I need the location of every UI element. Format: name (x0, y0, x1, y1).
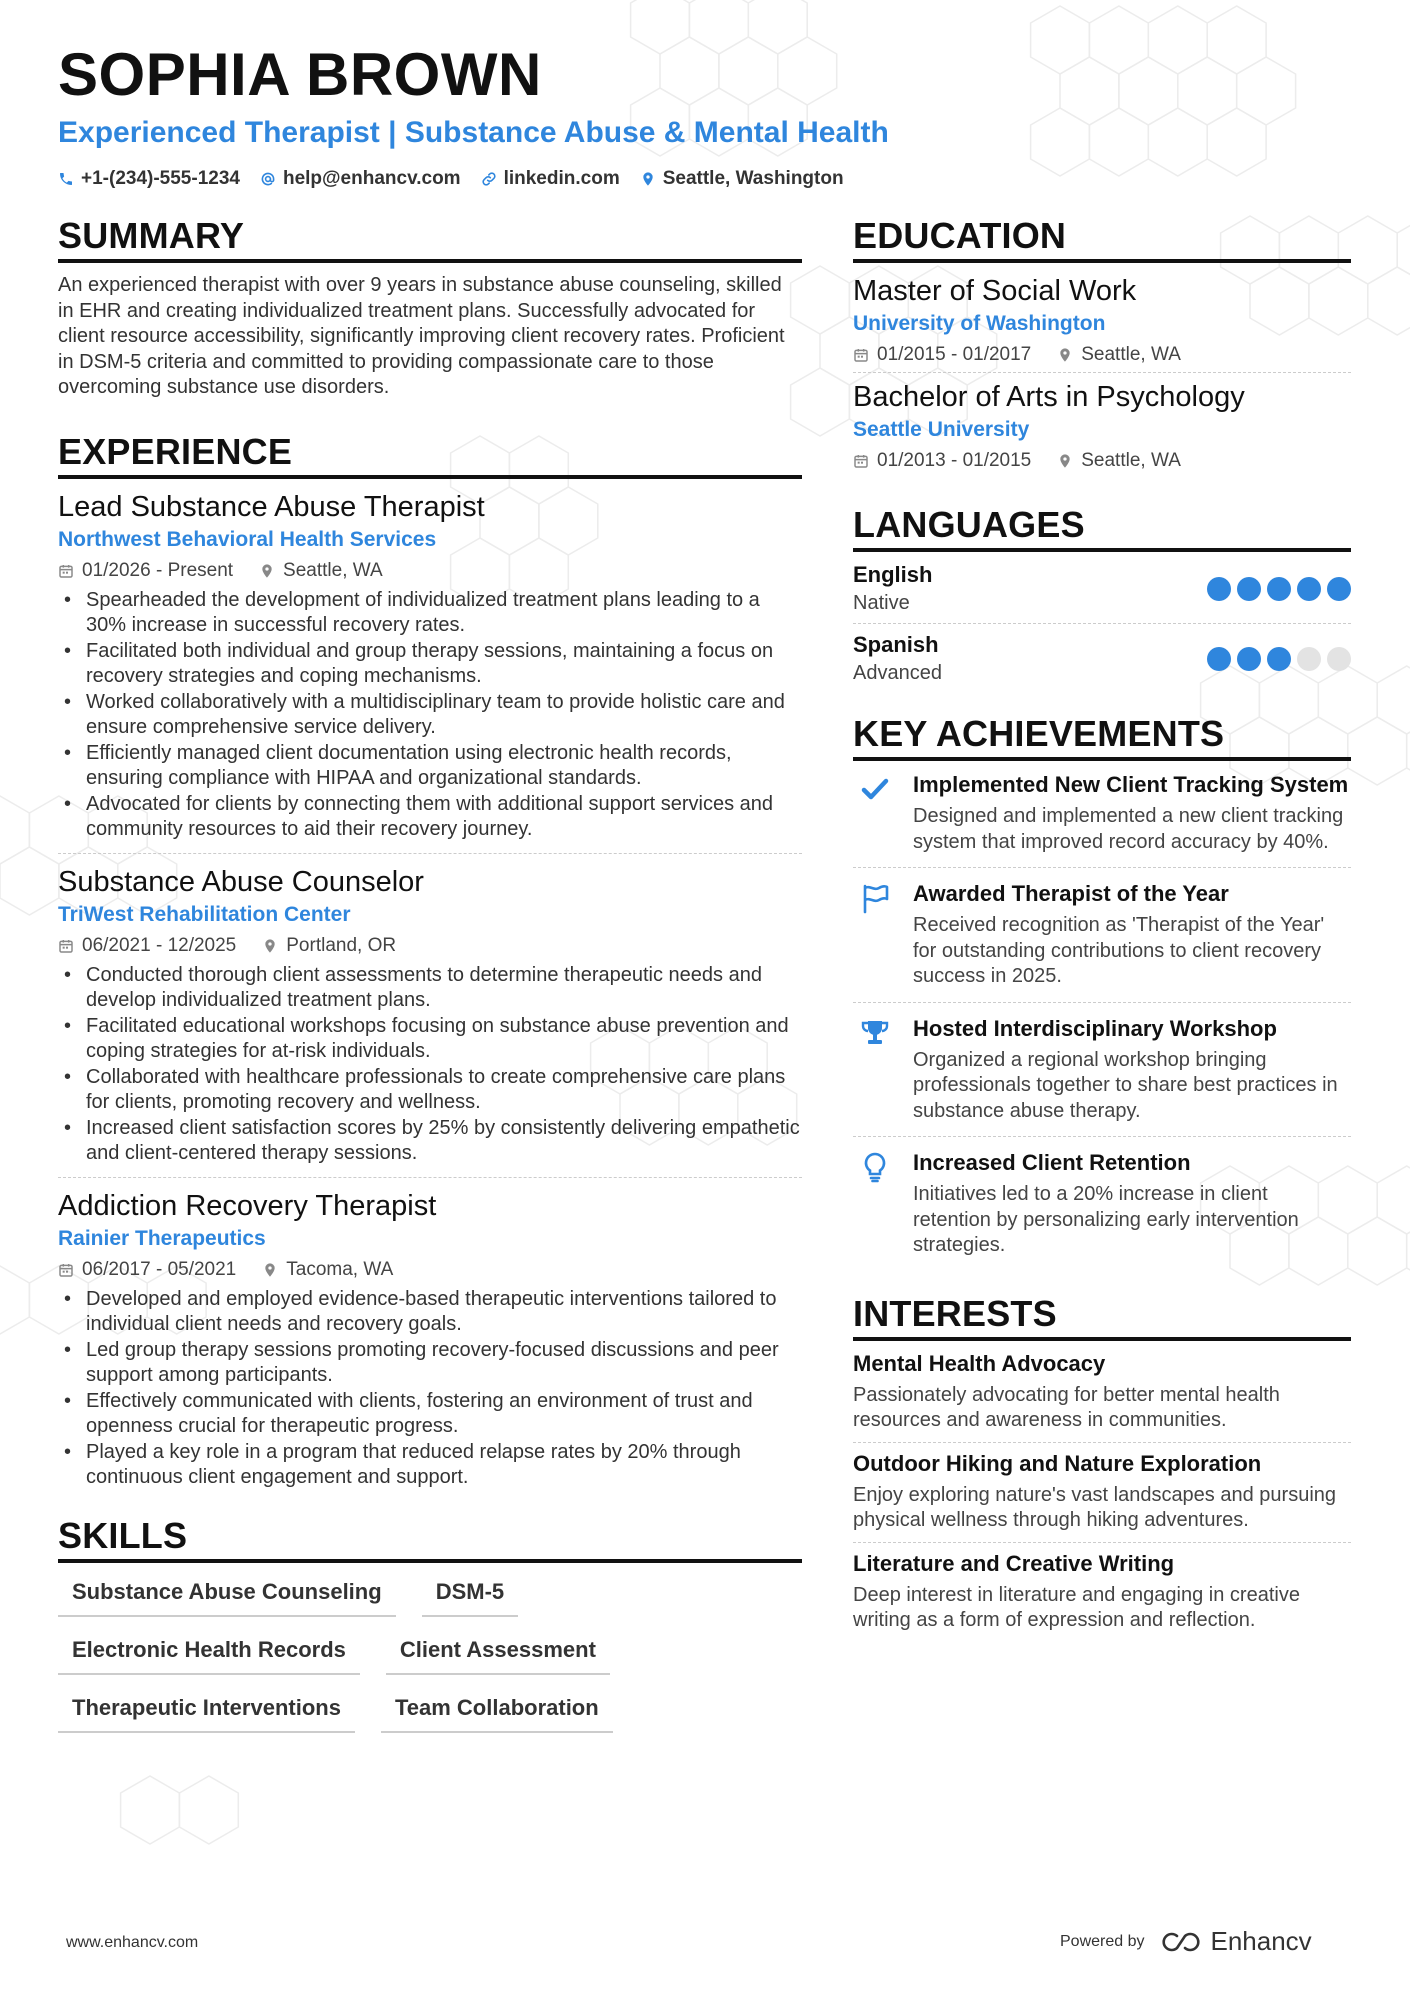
job-bullet: • Developed and employed evidence-based therapeutic interventions tailored to individual client needs and recovery goals. (58, 1287, 802, 1338)
education-degree: Bachelor of Arts in Psychology (853, 381, 1245, 413)
summary-heading: SUMMARY (58, 215, 802, 263)
skill-tag: DSM-5 (422, 1573, 518, 1617)
hexagon-shape (1148, 108, 1207, 176)
hexagon-shape (1060, 57, 1119, 125)
job-location-text: Seattle, WA (283, 559, 383, 581)
achievement-description: Received recognition as 'Therapist of the Year' for outstanding contributions to client recovery success in 2025. (913, 914, 1325, 987)
calendar-icon (58, 1262, 74, 1278)
job-title: Substance Abuse Counselor (58, 865, 424, 898)
job-bullet: • Spearheaded the development of individualized treatment plans leading to a 30% increase in successful recovery rates. (58, 588, 802, 639)
job-location-text: Tacoma, WA (286, 1258, 394, 1280)
job-meta (58, 935, 802, 957)
interest-entry (853, 1551, 1351, 1642)
rating-dot-filled (1237, 577, 1261, 601)
interest-title: Mental Health Advocacy (853, 1350, 1106, 1376)
language-name: Spanish (853, 632, 939, 657)
job-bullets (58, 963, 802, 1167)
achievement-description: Initiatives led to a 20% increase in client retention by personalizing early intervention strategies. (913, 1183, 1299, 1256)
interest-description: Passionately advocating for better mental health resources and awareness in communities. (853, 1383, 1280, 1431)
hexagon-shape (1348, 717, 1407, 785)
experience-heading: EXPERIENCE (58, 431, 802, 479)
language-level: Advanced (853, 662, 942, 684)
contact-email[interactable] (260, 168, 461, 190)
contact-location (640, 168, 844, 190)
hexagon-shape (660, 37, 719, 105)
job-bullet: • Played a key role in a program that reduced relapse rates by 20% through continuous client engagement and support. (58, 1440, 802, 1491)
hexagon-shape (1031, 108, 1090, 176)
rating-dot-filled (1267, 647, 1291, 671)
skill-tag: Electronic Health Records (58, 1631, 360, 1675)
experience-entry (58, 1188, 802, 1501)
job-bullet: • Efficiently managed client documentation using electronic health records, ensuring compliance with HIPAA and organizational standards. (58, 741, 802, 792)
language-rating (1207, 647, 1351, 671)
location-pin-icon (1057, 453, 1073, 469)
hexagon-shape (1119, 57, 1178, 125)
education-dates (853, 344, 1031, 366)
job-bullet: • Facilitated educational workshops focusing on substance abuse prevention and coping strategies for at-risk individuals. (58, 1014, 802, 1065)
job-dates-text: 01/2026 - Present (82, 559, 234, 581)
hexagon-shape (689, 0, 748, 54)
education-entry (853, 273, 1351, 373)
skills-section (58, 1515, 802, 1733)
candidate-tagline: Experienced Therapist | Substance Abuse & Mental Health (58, 116, 889, 149)
trophy-icon (853, 1015, 897, 1125)
job-dates (58, 935, 236, 957)
hexagon-shape (1178, 57, 1237, 125)
achievement-title: Increased Client Retention (913, 1150, 1191, 1175)
rating-dot-filled (1237, 647, 1261, 671)
education-location (1057, 344, 1181, 366)
achievements-section (853, 713, 1351, 1271)
checkmark-icon (853, 771, 897, 855)
job-location (262, 1259, 393, 1281)
link-icon (481, 171, 497, 187)
enhancv-logo-icon (1159, 1930, 1203, 1954)
achievement-entry (853, 1149, 1351, 1271)
job-dates-text: 06/2021 - 12/2025 (82, 934, 237, 956)
job-title: Addiction Recovery Therapist (58, 1189, 437, 1222)
interests-heading: INTERESTS (853, 1293, 1351, 1341)
hexagon-shape (631, 0, 690, 54)
language-entry (853, 632, 1351, 693)
location-pin-icon (262, 1262, 278, 1278)
brand-logo[interactable] (1159, 1926, 1312, 1957)
hexagon-shape (1207, 108, 1266, 176)
job-bullet: • Effectively communicated with clients, fostering an environment of trust and openness crucial for therapeutic progress. (58, 1389, 802, 1440)
job-bullets (58, 1287, 802, 1491)
skills-heading: SKILLS (58, 1515, 802, 1563)
rating-dot-empty (1297, 647, 1321, 671)
interests-section (853, 1293, 1351, 1642)
contact-bar (58, 168, 844, 190)
skill-tag: Team Collaboration (381, 1689, 613, 1733)
rating-dot-filled (1207, 577, 1231, 601)
calendar-icon (853, 453, 869, 469)
contact-location-text: Seattle, Washington (662, 168, 844, 189)
lightbulb-icon (853, 1149, 897, 1259)
achievements-heading: KEY ACHIEVEMENTS (853, 713, 1351, 761)
job-location (259, 560, 383, 582)
footer-website[interactable]: www.enhancv.com (66, 1934, 199, 1951)
powered-by-label: Powered by (1060, 1932, 1145, 1950)
hexagon-shape (1207, 6, 1266, 74)
interest-description: Deep interest in literature and engaging in creative writing as a form of expression and reflection. (853, 1583, 1300, 1631)
achievement-entry (853, 880, 1351, 1003)
job-title: Lead Substance Abuse Therapist (58, 490, 485, 523)
location-pin-icon (1057, 347, 1073, 363)
job-location (262, 935, 396, 957)
experience-entry (58, 864, 802, 1178)
achievement-title: Implemented New Client Tracking System (913, 772, 1349, 797)
job-meta (58, 1259, 802, 1281)
phone-icon (58, 171, 74, 187)
job-company: Rainier Therapeutics (58, 1226, 266, 1250)
achievement-description: Designed and implemented a new client tracking system that improved record accuracy by 40%. (913, 805, 1344, 853)
contact-phone[interactable] (58, 168, 240, 190)
education-location (1057, 450, 1181, 472)
hexagon-shape (719, 37, 778, 105)
hexagon-shape (1237, 57, 1296, 125)
hexagon-shape (1031, 6, 1090, 74)
calendar-icon (58, 563, 74, 579)
job-company: TriWest Rehabilitation Center (58, 902, 351, 926)
skill-tag: Substance Abuse Counseling (58, 1573, 396, 1617)
summary-section (58, 215, 802, 401)
achievement-title: Awarded Therapist of the Year (913, 881, 1229, 906)
education-heading: EDUCATION (853, 215, 1351, 263)
rating-dot-filled (1267, 577, 1291, 601)
summary-text: An experienced therapist with over 9 years in substance abuse counseling, skilled in EHR and creating individualized treatment plans. Successfully advocated for client resource accessibility, significantly improving client recovery rates. Proficient in DSM-5 criteria and committed to providing compassionate care to those overcoming substance use disorders. (58, 274, 785, 398)
hexagon-shape (1148, 6, 1207, 74)
interest-title: Outdoor Hiking and Nature Exploration (853, 1450, 1262, 1476)
job-location-text: Portland, OR (286, 934, 397, 956)
language-rating (1207, 577, 1351, 601)
experience-entry (58, 489, 802, 854)
achievement-entry (853, 1015, 1351, 1138)
experience-section (58, 431, 802, 1501)
language-level: Native (853, 592, 910, 614)
education-entry (853, 379, 1351, 478)
hexagon-shape (0, 1266, 29, 1334)
hexagon-shape (748, 0, 807, 54)
languages-section (853, 504, 1351, 693)
job-bullet: • Collaborated with healthcare professionals to create comprehensive care plans for clients, promoting recovery and wellness. (58, 1065, 802, 1116)
job-meta (58, 560, 802, 582)
education-meta (853, 450, 1351, 472)
contact-linkedin-text: linkedin.com (503, 168, 620, 189)
education-location-text: Seattle, WA (1081, 450, 1181, 471)
contact-linkedin[interactable] (481, 168, 620, 190)
rating-dot-filled (1327, 577, 1351, 601)
skill-tag: Therapeutic Interventions (58, 1689, 355, 1733)
hexagon-shape (179, 1776, 238, 1844)
hexagon-shape (1397, 216, 1410, 284)
contact-phone-text: +1-(234)-555-1234 (81, 168, 240, 189)
education-section (853, 215, 1351, 478)
education-location-text: Seattle, WA (1081, 344, 1181, 365)
brand-name: Enhancv (1210, 1926, 1312, 1956)
interest-description: Enjoy exploring nature's vast landscapes and pursuing physical wellness through hiking adventures. (853, 1483, 1337, 1531)
language-name: English (853, 562, 933, 587)
location-pin-icon (259, 563, 275, 579)
rating-dot-filled (1207, 647, 1231, 671)
interest-entry (853, 1351, 1351, 1443)
location-pin-icon (640, 171, 656, 187)
hexagon-shape (121, 1776, 180, 1844)
hexagon-shape (1348, 1217, 1407, 1285)
education-dates-text: 01/2015 - 01/2017 (877, 344, 1032, 365)
rating-dot-filled (1297, 577, 1321, 601)
hexagon-shape (0, 796, 29, 864)
hexagon-shape (1368, 267, 1410, 335)
job-bullets (58, 588, 802, 843)
contact-email-text: help@enhancv.com (282, 168, 461, 189)
skills-list (58, 1573, 658, 1733)
hexagon-shape (1377, 1166, 1410, 1234)
job-bullet: • Advocated for clients by connecting them with additional support services and community resources to aid their recovery journey. (58, 792, 802, 843)
education-degree: Master of Social Work (853, 275, 1137, 307)
calendar-icon (58, 938, 74, 954)
achievement-title: Hosted Interdisciplinary Workshop (913, 1015, 1277, 1041)
interest-title: Literature and Creative Writing (853, 1550, 1175, 1576)
hexagon-shape (778, 37, 837, 105)
language-entry (853, 562, 1351, 624)
at-icon (260, 171, 276, 187)
job-bullet: • Conducted thorough client assessments to determine therapeutic needs and develop individualized treatment plans. (58, 963, 802, 1014)
hexagon-shape (1377, 666, 1410, 734)
right-column (853, 215, 1351, 1650)
rating-dot-empty (1327, 647, 1351, 671)
candidate-name: SOPHIA BROWN (58, 41, 542, 108)
left-column (58, 215, 802, 1733)
job-bullet: • Increased client satisfaction scores by 25% by consistently delivering empathetic and client-centered therapy sessions. (58, 1116, 802, 1167)
hexagon-shape (0, 847, 59, 915)
achievement-description: Organized a regional workshop bringing professionals together to share best practices in substance abuse therapy. (913, 1048, 1338, 1122)
hexagon-shape (1089, 108, 1148, 176)
footer-branding (1060, 1926, 1312, 1957)
interest-entry (853, 1451, 1351, 1543)
location-pin-icon (262, 938, 278, 954)
job-bullet: • Facilitated both individual and group therapy sessions, maintaining a focus on recovery strategies and coping mechanisms. (58, 639, 802, 690)
job-dates-text: 06/2017 - 05/2021 (82, 1258, 237, 1280)
education-meta (853, 344, 1351, 366)
calendar-icon (853, 347, 869, 363)
languages-heading: LANGUAGES (853, 504, 1351, 552)
achievement-entry (853, 771, 1351, 868)
education-dates-text: 01/2013 - 01/2015 (877, 450, 1032, 471)
job-bullet: • Led group therapy sessions promoting recovery-focused discussions and peer support among participants. (58, 1338, 802, 1389)
education-school: University of Washington (853, 312, 1106, 335)
flag-icon (853, 880, 897, 990)
job-dates (58, 1259, 236, 1281)
education-school: Seattle University (853, 418, 1030, 441)
skill-tag: Client Assessment (386, 1631, 610, 1675)
hexagon-shape (1089, 6, 1148, 74)
education-dates (853, 450, 1031, 472)
job-bullet: • Worked collaboratively with a multidisciplinary team to provide holistic care and ensure comprehensive service delivery. (58, 690, 802, 741)
job-company: Northwest Behavioral Health Services (58, 527, 437, 551)
job-dates (58, 560, 233, 582)
